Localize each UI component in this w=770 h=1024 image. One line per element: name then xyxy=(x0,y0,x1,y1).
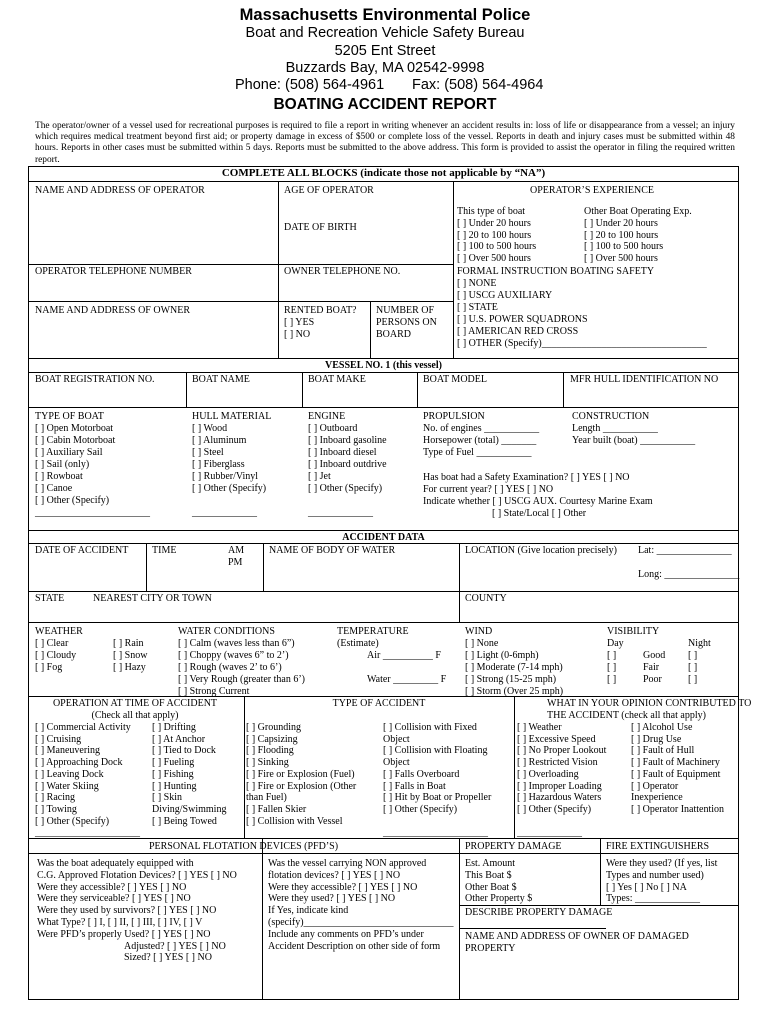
p-left-item[interactable]: What Type? [ ] I, [ ] II, [ ] III, [ ] IV, [ ] V xyxy=(37,917,203,928)
o-col2-item[interactable]: [ ] Drifting xyxy=(152,722,196,733)
v-hull-item: HULL MATERIAL xyxy=(192,411,272,422)
p-left-item[interactable]: Adjusted? [ ] YES [ ] NO xyxy=(124,940,226,952)
prop-item: Est. Amount xyxy=(465,858,516,869)
rule-line xyxy=(302,372,303,407)
am-option[interactable]: AM xyxy=(228,545,245,556)
v-prop-item[interactable]: No. of engines ___________ xyxy=(423,423,540,434)
o-type1-item[interactable]: [ ] Fallen Skier xyxy=(246,803,307,815)
o-type2-item[interactable]: _____________________ xyxy=(383,827,488,839)
v-cons-item[interactable]: Length ___________ xyxy=(572,423,658,434)
ext-item[interactable]: Types: _____________ xyxy=(606,893,701,905)
visibility-cell: Good xyxy=(643,650,666,661)
o-con1-item[interactable]: _____________ xyxy=(517,827,582,839)
o-con2-item[interactable]: [ ] Alcohol Use xyxy=(631,722,693,733)
persons-label-2: PERSONS ON xyxy=(376,317,437,328)
visibility-cell[interactable]: [ ] xyxy=(688,662,698,673)
v-type-item[interactable]: [ ] Open Motorboat xyxy=(35,423,114,434)
o-col1-item[interactable]: [ ] Commercial Activity xyxy=(35,722,131,733)
v-hull-item[interactable]: [ ] Wood xyxy=(192,423,228,434)
o-con2-item: Inexperience xyxy=(631,792,683,804)
damaged-owner-label-1[interactable]: NAME AND ADDRESS OF OWNER OF DAMAGED xyxy=(465,931,689,942)
o-con1-item[interactable]: [ ] Restricted Vision xyxy=(517,757,598,769)
o-type1-item[interactable]: [ ] Flooding xyxy=(246,745,294,757)
vessel-heading: VESSEL NO. 1 (this vessel) xyxy=(325,360,442,371)
o-con1-item[interactable]: [ ] Improper Loading xyxy=(517,780,602,792)
boat-make-field[interactable]: BOAT MAKE xyxy=(308,374,366,385)
v-type-item[interactable]: [ ] Rowboat xyxy=(35,471,83,482)
o-col1-item[interactable]: [ ] Water Skiing xyxy=(35,780,99,792)
p-right-item[interactable]: Were they accessible? [ ] YES [ ] NO xyxy=(268,881,418,893)
rule-line xyxy=(563,372,564,407)
exp-other-item[interactable]: [ ] 100 to 500 hours xyxy=(584,241,664,253)
v-type-item[interactable]: [ ] Other (Specify) xyxy=(35,495,110,506)
intro-paragraph: The operator/owner of a vessel used for recreational purposes is required to file a report in writing whenever an accident results in: loss of life or disappearance from a vessel; an injury which requires medical treatment beyond first aid; or property damage in excess of $500 or complete loss of the vessel. Reports in death and injury cases must be submitted within 48 hours. Reports in other cases must be submitted within 5 days. Reports must be submitted to the above address. This form is provided to assist the operator in filing the required written report. xyxy=(35,121,735,165)
accident-time-field[interactable]: TIME xyxy=(152,545,177,556)
v-hull-item[interactable]: [ ] Steel xyxy=(192,447,224,458)
pfd-heading: PERSONAL FLOTATION DEVICES (PFD’S) xyxy=(148,841,339,852)
owner-name-address-field[interactable]: NAME AND ADDRESS OF OWNER xyxy=(35,305,191,316)
exp-this-item: This type of boat xyxy=(457,206,526,217)
v-prop-item[interactable]: Horsepower (total) _______ xyxy=(423,435,537,446)
c-weather-item[interactable]: [ ] Cloudy xyxy=(35,650,77,661)
v-engine-item[interactable]: [ ] Outboard xyxy=(308,423,358,434)
ext-item: Were they used? (If yes, list xyxy=(606,858,718,869)
rule-line xyxy=(28,358,739,359)
v-hull-item[interactable]: [ ] Other (Specify) xyxy=(192,483,267,494)
rule-line xyxy=(28,372,739,373)
owner-telephone-field[interactable]: OWNER TELEPHONE NO. xyxy=(284,266,401,277)
v-engine-item: ENGINE xyxy=(308,411,346,422)
formal-item[interactable]: [ ] U.S. POWER SQUADRONS xyxy=(457,314,588,325)
o-con2-item[interactable]: [ ] Drug Use xyxy=(631,733,682,745)
v-engine-item[interactable]: [ ] Inboard diesel xyxy=(308,447,377,458)
visibility-cell: Poor xyxy=(643,674,662,685)
visibility-cell: Fair xyxy=(643,662,660,673)
o-con2-item[interactable]: [ ] Operator xyxy=(631,780,679,792)
prop-item: Other Property $ xyxy=(465,893,533,905)
rule-line xyxy=(28,591,739,592)
pm-option[interactable]: PM xyxy=(228,557,243,568)
p-right-item: Was the vessel carrying NON approved xyxy=(268,858,427,869)
rented-boat-label: RENTED BOAT? xyxy=(284,305,357,316)
c-water-item[interactable]: [ ] Strong Current xyxy=(178,686,250,697)
v-prop-item[interactable]: Type of Fuel ___________ xyxy=(423,447,532,458)
c-weather2-item[interactable]: [ ] Snow xyxy=(113,650,148,661)
formal-item[interactable]: [ ] OTHER (Specify)_________________________________ xyxy=(457,338,707,349)
o-type2-item[interactable]: [ ] Falls Overboard xyxy=(383,768,460,780)
accident-type-heading: TYPE OF ACCIDENT xyxy=(332,698,426,709)
operator-telephone-field[interactable]: OPERATOR TELEPHONE NUMBER xyxy=(35,266,192,277)
o-type1-item[interactable]: [ ] Fire or Explosion (Other xyxy=(246,780,357,792)
formal-item[interactable]: [ ] USCG AUXILIARY xyxy=(457,290,553,301)
exp-other-item[interactable]: [ ] Over 500 hours xyxy=(584,253,658,265)
o-con2-item[interactable]: [ ] Fault of Equipment xyxy=(631,768,721,780)
v-hull-item[interactable]: _____________ xyxy=(192,507,257,518)
v-type-item: TYPE OF BOAT xyxy=(35,411,104,422)
v-type-item[interactable]: _______________________ xyxy=(35,507,150,518)
registration-field[interactable]: BOAT REGISTRATION NO. xyxy=(35,374,155,385)
c-weather-item: WEATHER xyxy=(35,626,83,637)
visibility-cell[interactable]: [ ] xyxy=(607,674,617,685)
contributed-heading-1: WHAT IN YOUR OPINION CONTRIBUTED TO xyxy=(547,698,752,709)
visibility-cell[interactable]: [ ] xyxy=(688,650,698,661)
o-type1-item[interactable]: [ ] Collision with Vessel xyxy=(246,815,343,827)
o-col1-item[interactable]: [ ] Other (Specify) xyxy=(35,815,110,827)
p-left-item: Was the boat adequately equipped with xyxy=(37,858,194,869)
o-type1-item[interactable]: [ ] Sinking xyxy=(246,757,289,769)
rule-line xyxy=(600,838,601,905)
latitude-field[interactable]: Lat: _______________ xyxy=(638,545,732,556)
rule-line xyxy=(262,838,263,1000)
p-left-item[interactable]: Were PFD’s properly Used? [ ] YES [ ] NO xyxy=(37,928,211,940)
rule-line xyxy=(28,696,739,697)
property-damage-heading: PROPERTY DAMAGE xyxy=(465,841,562,852)
longitude-field[interactable]: Long: _______________ xyxy=(638,569,740,580)
rule-line xyxy=(417,372,418,407)
visibility-night-label: Night xyxy=(688,638,711,649)
hull-id-field[interactable]: MFR HULL IDENTIFICATION NO xyxy=(570,374,719,385)
nearest-city-field[interactable]: NEAREST CITY OR TOWN xyxy=(93,593,212,604)
v-prop-item: PROPULSION xyxy=(423,411,485,422)
c-wind-item[interactable]: [ ] None xyxy=(465,638,499,649)
rented-no-checkbox[interactable]: [ ] NO xyxy=(284,329,311,340)
p-right-item: Accident Description on other side of form xyxy=(268,940,441,952)
exp-other-item[interactable]: [ ] Under 20 hours xyxy=(584,217,658,229)
o-con1-item[interactable]: [ ] Overloading xyxy=(517,768,579,780)
temperature-estimate: (Estimate) xyxy=(337,638,379,649)
o-con2-item[interactable]: [ ] Fault of Machinery xyxy=(631,757,720,769)
v-engine-item[interactable]: [ ] Inboard gasoline xyxy=(308,435,387,446)
formal-item[interactable]: [ ] AMERICAN RED CROSS xyxy=(457,326,579,337)
o-col2-item[interactable]: [ ] Being Towed xyxy=(152,815,217,827)
v-safety-item[interactable]: Indicate whether [ ] USCG AUX. Courtesy Marine Exam xyxy=(423,496,653,507)
c-wind-item[interactable]: [ ] Moderate (7-14 mph) xyxy=(465,662,563,673)
rule-line xyxy=(263,543,264,591)
contributed-heading-2: THE ACCIDENT (check all that apply) xyxy=(547,710,706,721)
o-col2-item[interactable]: [ ] At Anchor xyxy=(152,733,206,745)
state-field[interactable]: STATE xyxy=(35,593,65,604)
c-wind-item[interactable]: [ ] Strong (15-25 mph) xyxy=(465,674,557,685)
o-col1-item[interactable]: [ ] Cruising xyxy=(35,733,82,745)
c-wind-item[interactable]: [ ] Storm (Over 25 mph) xyxy=(465,686,564,697)
visibility-heading: VISIBILITY xyxy=(607,626,660,637)
visibility-cell[interactable]: [ ] xyxy=(688,674,698,685)
v-hull-item[interactable]: [ ] Rubber/Vinyl xyxy=(192,471,259,482)
v-hull-item[interactable]: [ ] Fiberglass xyxy=(192,459,245,470)
exp-other-item: Other Boat Operating Exp. xyxy=(584,206,692,217)
c-weather2-item[interactable]: [ ] Rain xyxy=(113,638,144,649)
rule-line xyxy=(146,543,147,591)
o-type2-item: Object xyxy=(383,757,410,769)
o-con1-item[interactable]: [ ] Weather xyxy=(517,722,562,733)
rented-yes-checkbox[interactable]: [ ] YES xyxy=(284,317,315,328)
o-type1-item[interactable]: [ ] Grounding xyxy=(246,722,301,733)
o-type2-item: Object xyxy=(383,733,410,745)
o-col1-item[interactable]: [ ] Maneuvering xyxy=(35,745,100,757)
rule-line xyxy=(278,181,279,358)
phone-number: Phone: (508) 564-4961 xyxy=(235,77,385,93)
c-weather2-item[interactable]: [ ] Hazy xyxy=(113,662,146,673)
prop-item: Other Boat $ xyxy=(465,881,517,893)
c-wind-item[interactable]: [ ] Light (0-6mph) xyxy=(465,650,539,661)
experience-heading: OPERATOR’S EXPERIENCE xyxy=(530,185,654,196)
o-type2-item[interactable]: [ ] Falls in Boat xyxy=(383,780,446,792)
c-weather-item[interactable]: [ ] Fog xyxy=(35,662,63,673)
o-type2-item[interactable]: [ ] Other (Specify) xyxy=(383,803,458,815)
o-type2-item[interactable]: [ ] Collision with Fixed xyxy=(383,722,477,733)
visibility-cell[interactable]: [ ] xyxy=(607,650,617,661)
bureau-name: Boat and Recreation Vehicle Safety Bureau xyxy=(245,25,525,41)
county-field[interactable]: COUNTY xyxy=(465,593,507,604)
visibility-day-label: Day xyxy=(607,638,624,649)
p-right-item[interactable]: flotation devices? [ ] YES [ ] NO xyxy=(268,869,401,881)
c-water-item: WATER CONDITIONS xyxy=(178,626,275,637)
rule-line xyxy=(459,838,460,1000)
c-water-item[interactable]: [ ] Calm (waves less than 6”) xyxy=(178,638,295,649)
p-left-item[interactable]: C.G. Approved Flotation Devices? [ ] YES [ ] NO xyxy=(37,869,237,881)
street-address: 5205 Ent Street xyxy=(334,43,436,59)
exp-this-item[interactable]: [ ] 20 to 100 hours xyxy=(457,229,532,241)
body-of-water-field[interactable]: NAME OF BODY OF WATER xyxy=(269,545,396,556)
rule-line xyxy=(459,591,460,622)
c-water-item[interactable]: [ ] Rough (waves 2’ to 6’) xyxy=(178,662,282,673)
v-engine-item[interactable]: [ ] Jet xyxy=(308,471,331,482)
rule-line xyxy=(28,181,739,182)
o-col1-item[interactable]: [ ] Leaving Dock xyxy=(35,768,104,780)
formal-item[interactable]: [ ] NONE xyxy=(457,278,497,289)
v-engine-item[interactable]: [ ] Inboard outdrive xyxy=(308,459,387,470)
formal-item: FORMAL INSTRUCTION BOATING SAFETY xyxy=(457,266,655,277)
p-left-item[interactable]: Were they serviceable? [ ] YES [ ] NO xyxy=(37,893,191,905)
v-engine-item[interactable]: [ ] Other (Specify) xyxy=(308,483,383,494)
boat-name-field[interactable]: BOAT NAME xyxy=(192,374,250,385)
temperature-heading: TEMPERATURE xyxy=(337,626,409,637)
o-col2-item: Diving/Swimming xyxy=(152,803,227,815)
v-type-item[interactable]: [ ] Sail (only) xyxy=(35,459,90,470)
location-field[interactable]: LOCATION (Give location precisely) xyxy=(465,545,617,556)
v-type-item[interactable]: [ ] Canoe xyxy=(35,483,73,494)
rule-line xyxy=(459,928,606,929)
rule-line xyxy=(186,372,187,407)
o-con1-item[interactable]: [ ] Excessive Speed xyxy=(517,733,596,745)
operator-age-field[interactable]: AGE OF OPERATOR xyxy=(284,185,374,196)
persons-label-3: BOARD xyxy=(376,329,412,340)
extinguishers-heading: FIRE EXTINGUISHERS xyxy=(606,841,710,852)
rule-line xyxy=(370,301,371,358)
rule-line xyxy=(453,181,454,358)
v-type-item[interactable]: [ ] Auxiliary Sail xyxy=(35,447,103,458)
operator-name-address-field[interactable]: NAME AND ADDRESS OF OPERATOR xyxy=(35,185,205,196)
rule-line xyxy=(28,407,739,408)
o-con1-item[interactable]: [ ] Other (Specify) xyxy=(517,803,592,815)
c-water-item[interactable]: [ ] Very Rough (greater than 6’) xyxy=(178,674,305,685)
v-safety-item[interactable]: For current year? [ ] YES [ ] NO xyxy=(423,484,554,495)
v-safety-item[interactable]: [ ] State/Local [ ] Other xyxy=(492,508,587,519)
o-col1-item[interactable]: _____________________ xyxy=(35,827,140,839)
o-col2-item[interactable]: [ ] Tied to Dock xyxy=(152,745,216,757)
p-left-item[interactable]: Sized? [ ] YES [ ] NO xyxy=(124,952,212,964)
date-of-birth-field[interactable]: DATE OF BIRTH xyxy=(284,222,357,233)
o-col2-item[interactable]: [ ] Fueling xyxy=(152,757,195,769)
o-type2-item[interactable]: [ ] Hit by Boat or Propeller xyxy=(383,792,492,804)
operation-heading: OPERATION AT TIME OF ACCIDENT xyxy=(52,698,218,709)
p-left-item[interactable]: Were they used by survivors? [ ] YES [ ] NO xyxy=(37,905,217,917)
o-type1-item[interactable]: [ ] Fire or Explosion (Fuel) xyxy=(246,768,355,780)
boat-model-field[interactable]: BOAT MODEL xyxy=(423,374,487,385)
visibility-cell[interactable]: [ ] xyxy=(607,662,617,673)
operation-subheading: (Check all that apply) xyxy=(91,710,179,721)
v-engine-item[interactable]: _____________ xyxy=(308,507,373,518)
p-right-item: Include any comments on PFD’s under xyxy=(268,928,424,940)
v-safety-item[interactable]: Has boat had a Safety Examination? [ ] YES [ ] NO xyxy=(423,472,630,483)
o-col2-item[interactable]: [ ] Skin xyxy=(152,792,182,804)
v-cons-item[interactable]: Year built (boat) ___________ xyxy=(572,435,696,446)
persons-label-1: NUMBER OF xyxy=(376,305,435,316)
p-right-item: If Yes, indicate kind xyxy=(268,905,349,917)
describe-damage-field[interactable]: DESCRIBE PROPERTY DAMAGE xyxy=(465,907,613,918)
rule-line xyxy=(28,301,453,302)
p-left-item[interactable]: Were they accessible? [ ] YES [ ] NO xyxy=(37,881,187,893)
o-type2-item[interactable]: [ ] Collision with Floating xyxy=(383,745,488,757)
o-col2-item[interactable]: [ ] Fishing xyxy=(152,768,194,780)
p-right-item[interactable]: Were they used? [ ] YES [ ] NO xyxy=(268,893,396,905)
rule-line xyxy=(28,264,453,265)
city-address: Buzzards Bay, MA 02542-9998 xyxy=(285,60,485,76)
complete-all-notice: COMPLETE ALL BLOCKS (indicate those not applicable by “NA”) xyxy=(221,167,546,179)
o-col1-item[interactable]: [ ] Racing xyxy=(35,792,75,804)
prop-item: This Boat $ xyxy=(465,869,512,881)
air-temperature-field[interactable]: Air __________ F xyxy=(367,650,441,661)
c-water-item[interactable]: [ ] Choppy (waves 6” to 2’) xyxy=(178,650,289,661)
exp-this-item[interactable]: [ ] 100 to 500 hours xyxy=(457,241,537,253)
rule-line xyxy=(28,530,739,531)
water-temperature-field[interactable]: Water _________ F xyxy=(367,674,447,685)
v-hull-item[interactable]: [ ] Aluminum xyxy=(192,435,247,446)
formal-item[interactable]: [ ] STATE xyxy=(457,302,498,313)
o-con1-item[interactable]: [ ] Hazardous Waters xyxy=(517,792,602,804)
rule-line xyxy=(514,696,515,838)
rule-line xyxy=(28,853,739,854)
exp-other-item[interactable]: [ ] 20 to 100 hours xyxy=(584,229,659,241)
p-right-item[interactable]: (specify)______________________________ xyxy=(268,917,454,928)
v-cons-item: CONSTRUCTION xyxy=(572,411,650,422)
accident-heading: ACCIDENT DATA xyxy=(342,532,425,543)
v-type-item[interactable]: [ ] Cabin Motorboat xyxy=(35,435,116,446)
o-type1-item: than Fuel) xyxy=(246,792,287,804)
c-weather-item[interactable]: [ ] Clear xyxy=(35,638,69,649)
ext-item[interactable]: [ ] Yes [ ] No [ ] NA xyxy=(606,881,687,893)
accident-date-field[interactable]: DATE OF ACCIDENT xyxy=(35,545,129,556)
damaged-owner-label-2: PROPERTY xyxy=(465,943,516,954)
ext-item: Types and number used) xyxy=(606,869,704,881)
fax-number: Fax: (508) 564-4964 xyxy=(412,77,544,93)
o-type1-item[interactable]: [ ] Capsizing xyxy=(246,733,298,745)
rule-line xyxy=(244,696,245,838)
agency-name: Massachusetts Environmental Police xyxy=(239,6,531,24)
o-col1-item[interactable]: [ ] Towing xyxy=(35,803,77,815)
form-title: BOATING ACCIDENT REPORT xyxy=(273,96,497,113)
exp-this-item[interactable]: [ ] Under 20 hours xyxy=(457,217,531,229)
o-con2-item[interactable]: [ ] Fault of Hull xyxy=(631,745,695,757)
c-wind-item: WIND xyxy=(465,626,493,637)
o-col2-item[interactable]: [ ] Hunting xyxy=(152,780,197,792)
exp-this-item[interactable]: [ ] Over 500 hours xyxy=(457,253,531,265)
o-con1-item[interactable]: [ ] No Proper Lookout xyxy=(517,745,607,757)
rule-line xyxy=(28,622,739,623)
o-col1-item[interactable]: [ ] Approaching Dock xyxy=(35,757,123,769)
o-con2-item[interactable]: [ ] Operator Inattention xyxy=(631,803,725,815)
